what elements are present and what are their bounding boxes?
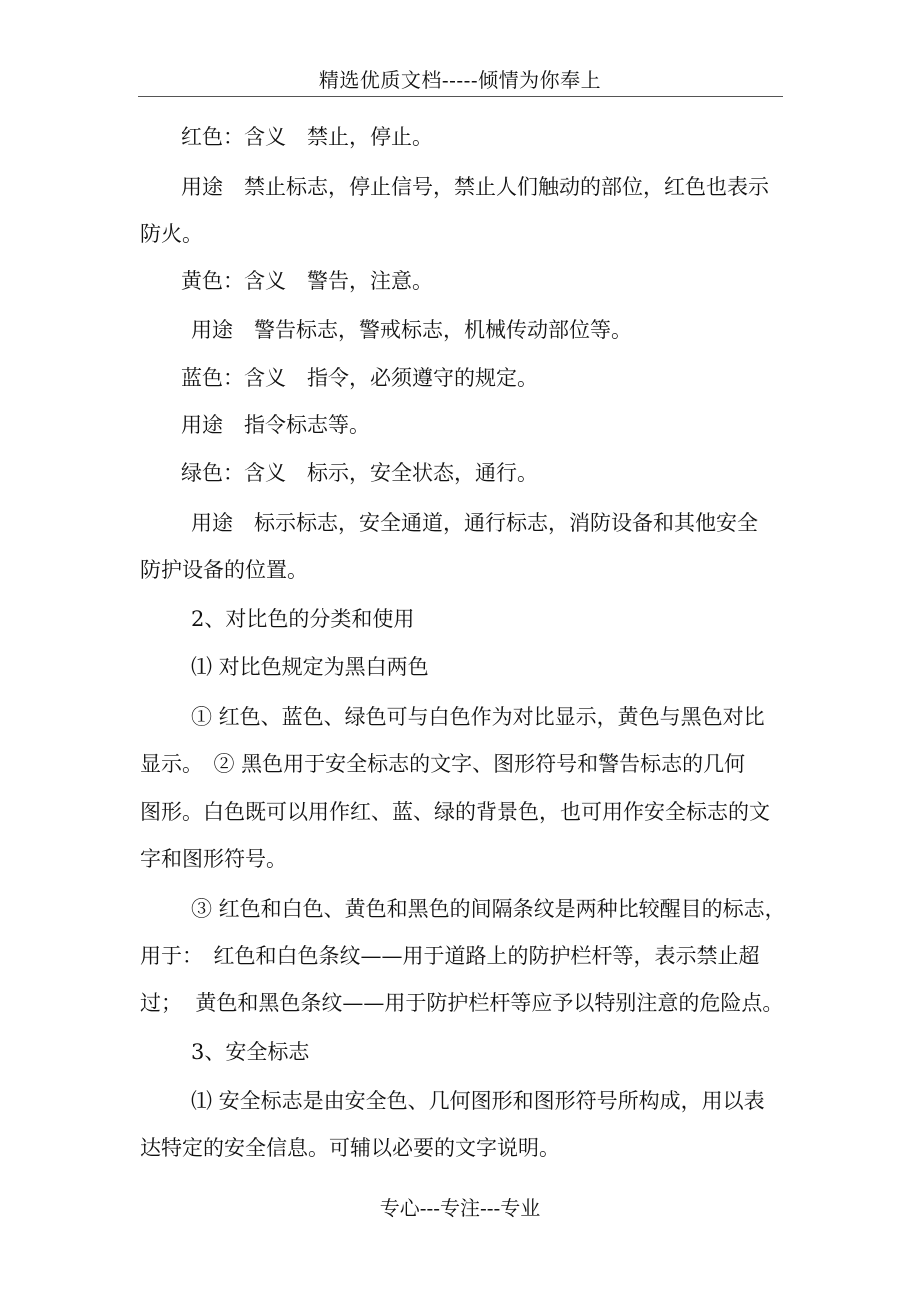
text-line: 字和图形符号。	[140, 847, 287, 871]
section-heading: 3、安全标志	[191, 1040, 310, 1064]
text-line: 用途 禁止标志，停止信号，禁止人们触动的部位，红色也表示	[181, 175, 769, 199]
text-line: 蓝色：含义 指令，必须遵守的规定。	[181, 366, 538, 390]
text-line: 黄色：含义 警告，注意。	[181, 269, 433, 293]
text-line: 达特定的安全信息。可辅以必要的文字说明。	[140, 1136, 560, 1160]
text-line: 绿色：含义 标示，安全状态，通行。	[181, 461, 538, 485]
section-heading: 2、对比色的分类和使用	[191, 607, 415, 631]
text-line: 用途 指令标志等。	[181, 413, 370, 437]
page-header: 精选优质文档-----倾情为你奉上	[318, 68, 602, 92]
text-line: ⑴ 对比色规定为黑白两色	[191, 655, 429, 679]
text-line: 过； 黄色和黑色条纹——用于防护栏杆等应予以特别注意的危险点。	[140, 991, 784, 1015]
text-line: 用于： 红色和白色条纹——用于道路上的防护栏杆等，表示禁止超	[140, 944, 760, 968]
text-line: 防火。	[140, 222, 203, 246]
header-divider	[138, 96, 783, 97]
text-line: ⑴ 安全标志是由安全色、几何图形和图形符号所构成，用以表	[191, 1089, 765, 1113]
text-line: ③ 红色和白色、黄色和黑色的间隔条纹是两种比较醒目的标志，	[191, 897, 786, 921]
text-line: 显示。 ② 黑色用于安全标志的文字、图形符号和警告标志的几何	[140, 752, 746, 776]
text-line: 防护设备的位置。	[140, 558, 308, 582]
page-footer: 专心---专注---专业	[379, 1196, 541, 1220]
text-line: ① 红色、蓝色、绿色可与白色作为对比显示，黄色与黑色对比	[191, 705, 765, 729]
text-line: 红色：含义 禁止，停止。	[181, 125, 433, 149]
text-line: 图形。白色既可以用作红、蓝、绿的背景色，也可用作安全标志的文	[140, 800, 770, 824]
text-line: 用途 标示标志，安全通道，通行标志，消防设备和其他安全	[191, 511, 758, 535]
text-line: 用途 警告标志，警戒标志，机械传动部位等。	[191, 318, 632, 342]
